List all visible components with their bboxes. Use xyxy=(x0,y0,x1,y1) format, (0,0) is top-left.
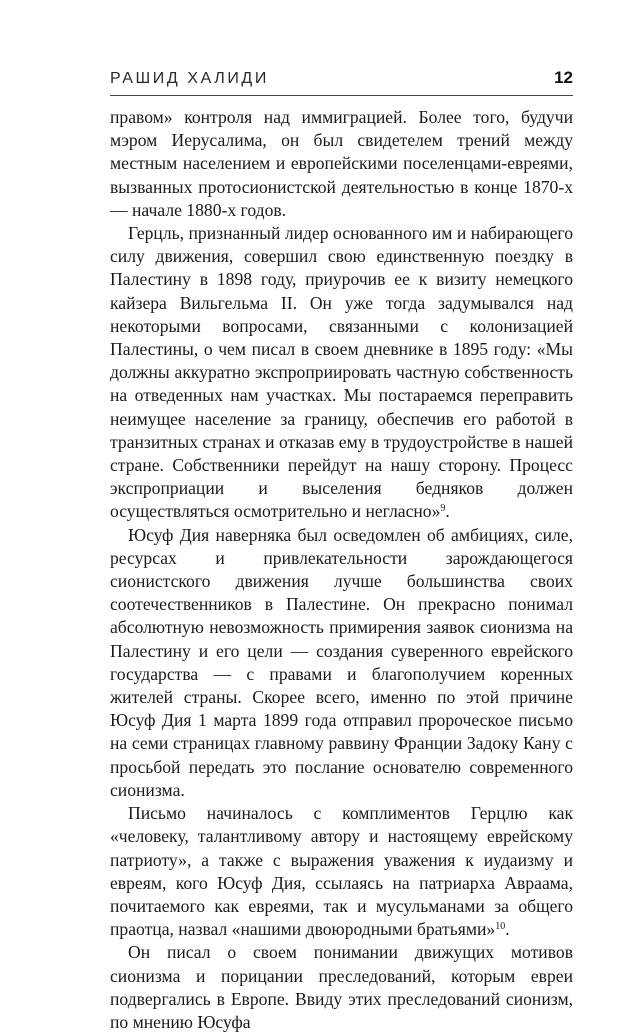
running-head-author: РАШИД ХАЛИДИ xyxy=(110,70,269,87)
paragraph-1 xyxy=(110,106,573,222)
paragraph-text: Он писал о своем понимании движущих мотивов сионизма и порицании преследований, которым евреи подвергались в Европе. Ввиду этих преследований сионизм, по мнению Юсуфа xyxy=(110,942,573,1032)
footnote-ref-9[interactable]: 9 xyxy=(440,503,446,515)
body-text xyxy=(110,106,573,1034)
paragraph-text: Юсуф Дия наверняка был осведомлен об амбициях, силе, ресурсах и привлекательности зарождающегося сионистского движения лучше большинства своих соотечественников в Палестине. Он прекрасно понимал абсолютную невозможность примирения заявок сионизма на Палестину и его цели — создания суверенного еврейского государства — с правами и благополучием коренных жителей страны. Скорее всего, именно по этой причине Юсуф Дия 1 марта 1899 года отправил пророческое письмо на семи страницах главному раввину Франции Задоку Кану с просьбой передать это послание основателю современного сионизма. xyxy=(110,524,573,800)
paragraph-text: Герцль, признанный лидер основанного им и набирающего силу движения, совершил свою единственную поездку в Палестину в 1898 году, приурочив ее к визиту немецкого кайзера Вильгельма II. Он уже тогда задумывался над некоторыми вопросами, связанными с колонизацией Палестины, о чем писал в своем дневнике в 1895 году: «Мы должны аккуратно экспроприировать частную собственность на отведенных нам участках. Мы постараемся переправить неимущее население за границу, обеспечив его работой в транзитных странах и отказав ему в трудоустройстве в нашей стране. Собственники перейдут на нашу сторону. Процесс экспроприации и выселения бедняков должен осуществляться осмотрительно и негласно» xyxy=(110,223,573,522)
header-rule xyxy=(110,95,573,96)
paragraph-5 xyxy=(110,941,573,1034)
page-header xyxy=(110,64,573,92)
paragraph-tail: . xyxy=(445,501,450,522)
paragraph-3 xyxy=(110,524,573,802)
paragraph-2 xyxy=(110,222,573,524)
paragraph-text: правом» контроля над иммиграцией. Более того, будучи мэром Иерусалима, он был свидетелем трений между местным населением и европейскими поселенцами-евреями, вызванных протосионистской деятельностью в конце 1870-х — начале 1880-х годов. xyxy=(110,107,573,220)
paragraph-4 xyxy=(110,802,573,941)
paragraph-text: Письмо начиналось с комплиментов Герцлю как «человеку, талантливому автору и настоящему еврейскому патриоту», а также с выражения уважения к иудаизму и евреям, кого Юсуф Дия, ссылаясь на патриарха Авраама, почитаемого как евреями, так и мусульманами за общего праотца, назвал «нашими двоюродными братьями» xyxy=(110,803,573,940)
footnote-ref-10[interactable]: 10 xyxy=(495,921,506,933)
page-number: 12 xyxy=(554,68,573,87)
paragraph-tail: . xyxy=(505,919,510,940)
